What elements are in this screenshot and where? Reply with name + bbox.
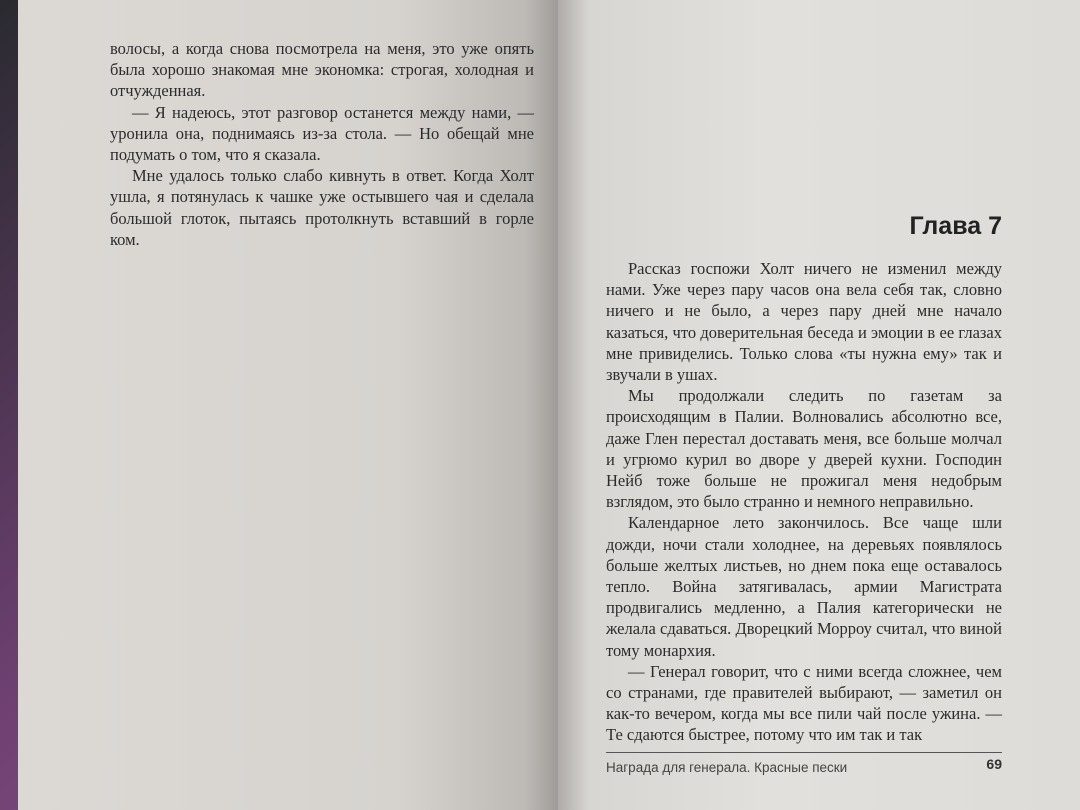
left-paragraph-2: — Я надеюсь, этот разговор останется между нами, — уронила она, поднимаясь из-за стола. — Но обещай мне подумать о том, что я сказала. (110, 102, 534, 165)
right-paragraph-2: Мы продолжали следить по газетам за происходящим в Палии. Волновались абсолютно все, даже Глен перестал доставать меня, все больше молчал и угрюмо курил во дворе у дверей кухни. Господин Нейб тоже больше не прожигал меня недобрым взглядом, это было странно и немного неправильно. (606, 386, 1002, 512)
right-paragraph-4: — Генерал говорит, что с ними всегда сложнее, чем со странами, где правителей выбирают, — заметил он как-то вечером, когда мы все пили чай после ужина. — Те сдаются быстрее, потому что им так и так (606, 661, 1002, 745)
left-page-text (110, 38, 534, 250)
footer-rule (606, 752, 1002, 753)
chapter-title: Глава 7 (909, 212, 1002, 240)
left-paragraph-3: Мне удалось только слабо кивнуть в ответ. Когда Холт ушла, я потянулась к чашке уже остывшего чая и сделала большой глоток, пытаясь протолкнуть вставший в горле ком. (110, 166, 534, 249)
right-page (558, 0, 1080, 810)
page-number: 69 (986, 756, 1002, 772)
right-paragraph-3: Календарное лето закончилось. Все чаще шли дожди, ночи стали холоднее, на деревьях появлялось больше желтых листьев, но днем пока еще оставалось тепло. Война затягивалась, армии Магистрата продвигались медленно, а Палия категорически не желала сдаваться. Дворецкий Морроу считал, что виной тому монархия. (606, 513, 1002, 660)
footer-book-title: Награда для генерала. Красные пески (606, 760, 848, 775)
right-page-text (606, 258, 1002, 746)
left-paragraph-1: волосы, а когда снова посмотрела на меня, это уже опять была хорошо знакомая мне экономка: строгая, холодная и отчужденная. (110, 39, 534, 101)
right-paragraph-1: Рассказ госпожи Холт ничего не изменил между нами. Уже через пару часов она вела себя так, словно ничего и не было, а через пару дней мне начало казаться, что доверительная беседа и эмоции в ее глазах мне привиделись. Только слова «ты нужна ему» так и звучали в ушах. (606, 259, 1002, 385)
left-page (18, 0, 558, 810)
